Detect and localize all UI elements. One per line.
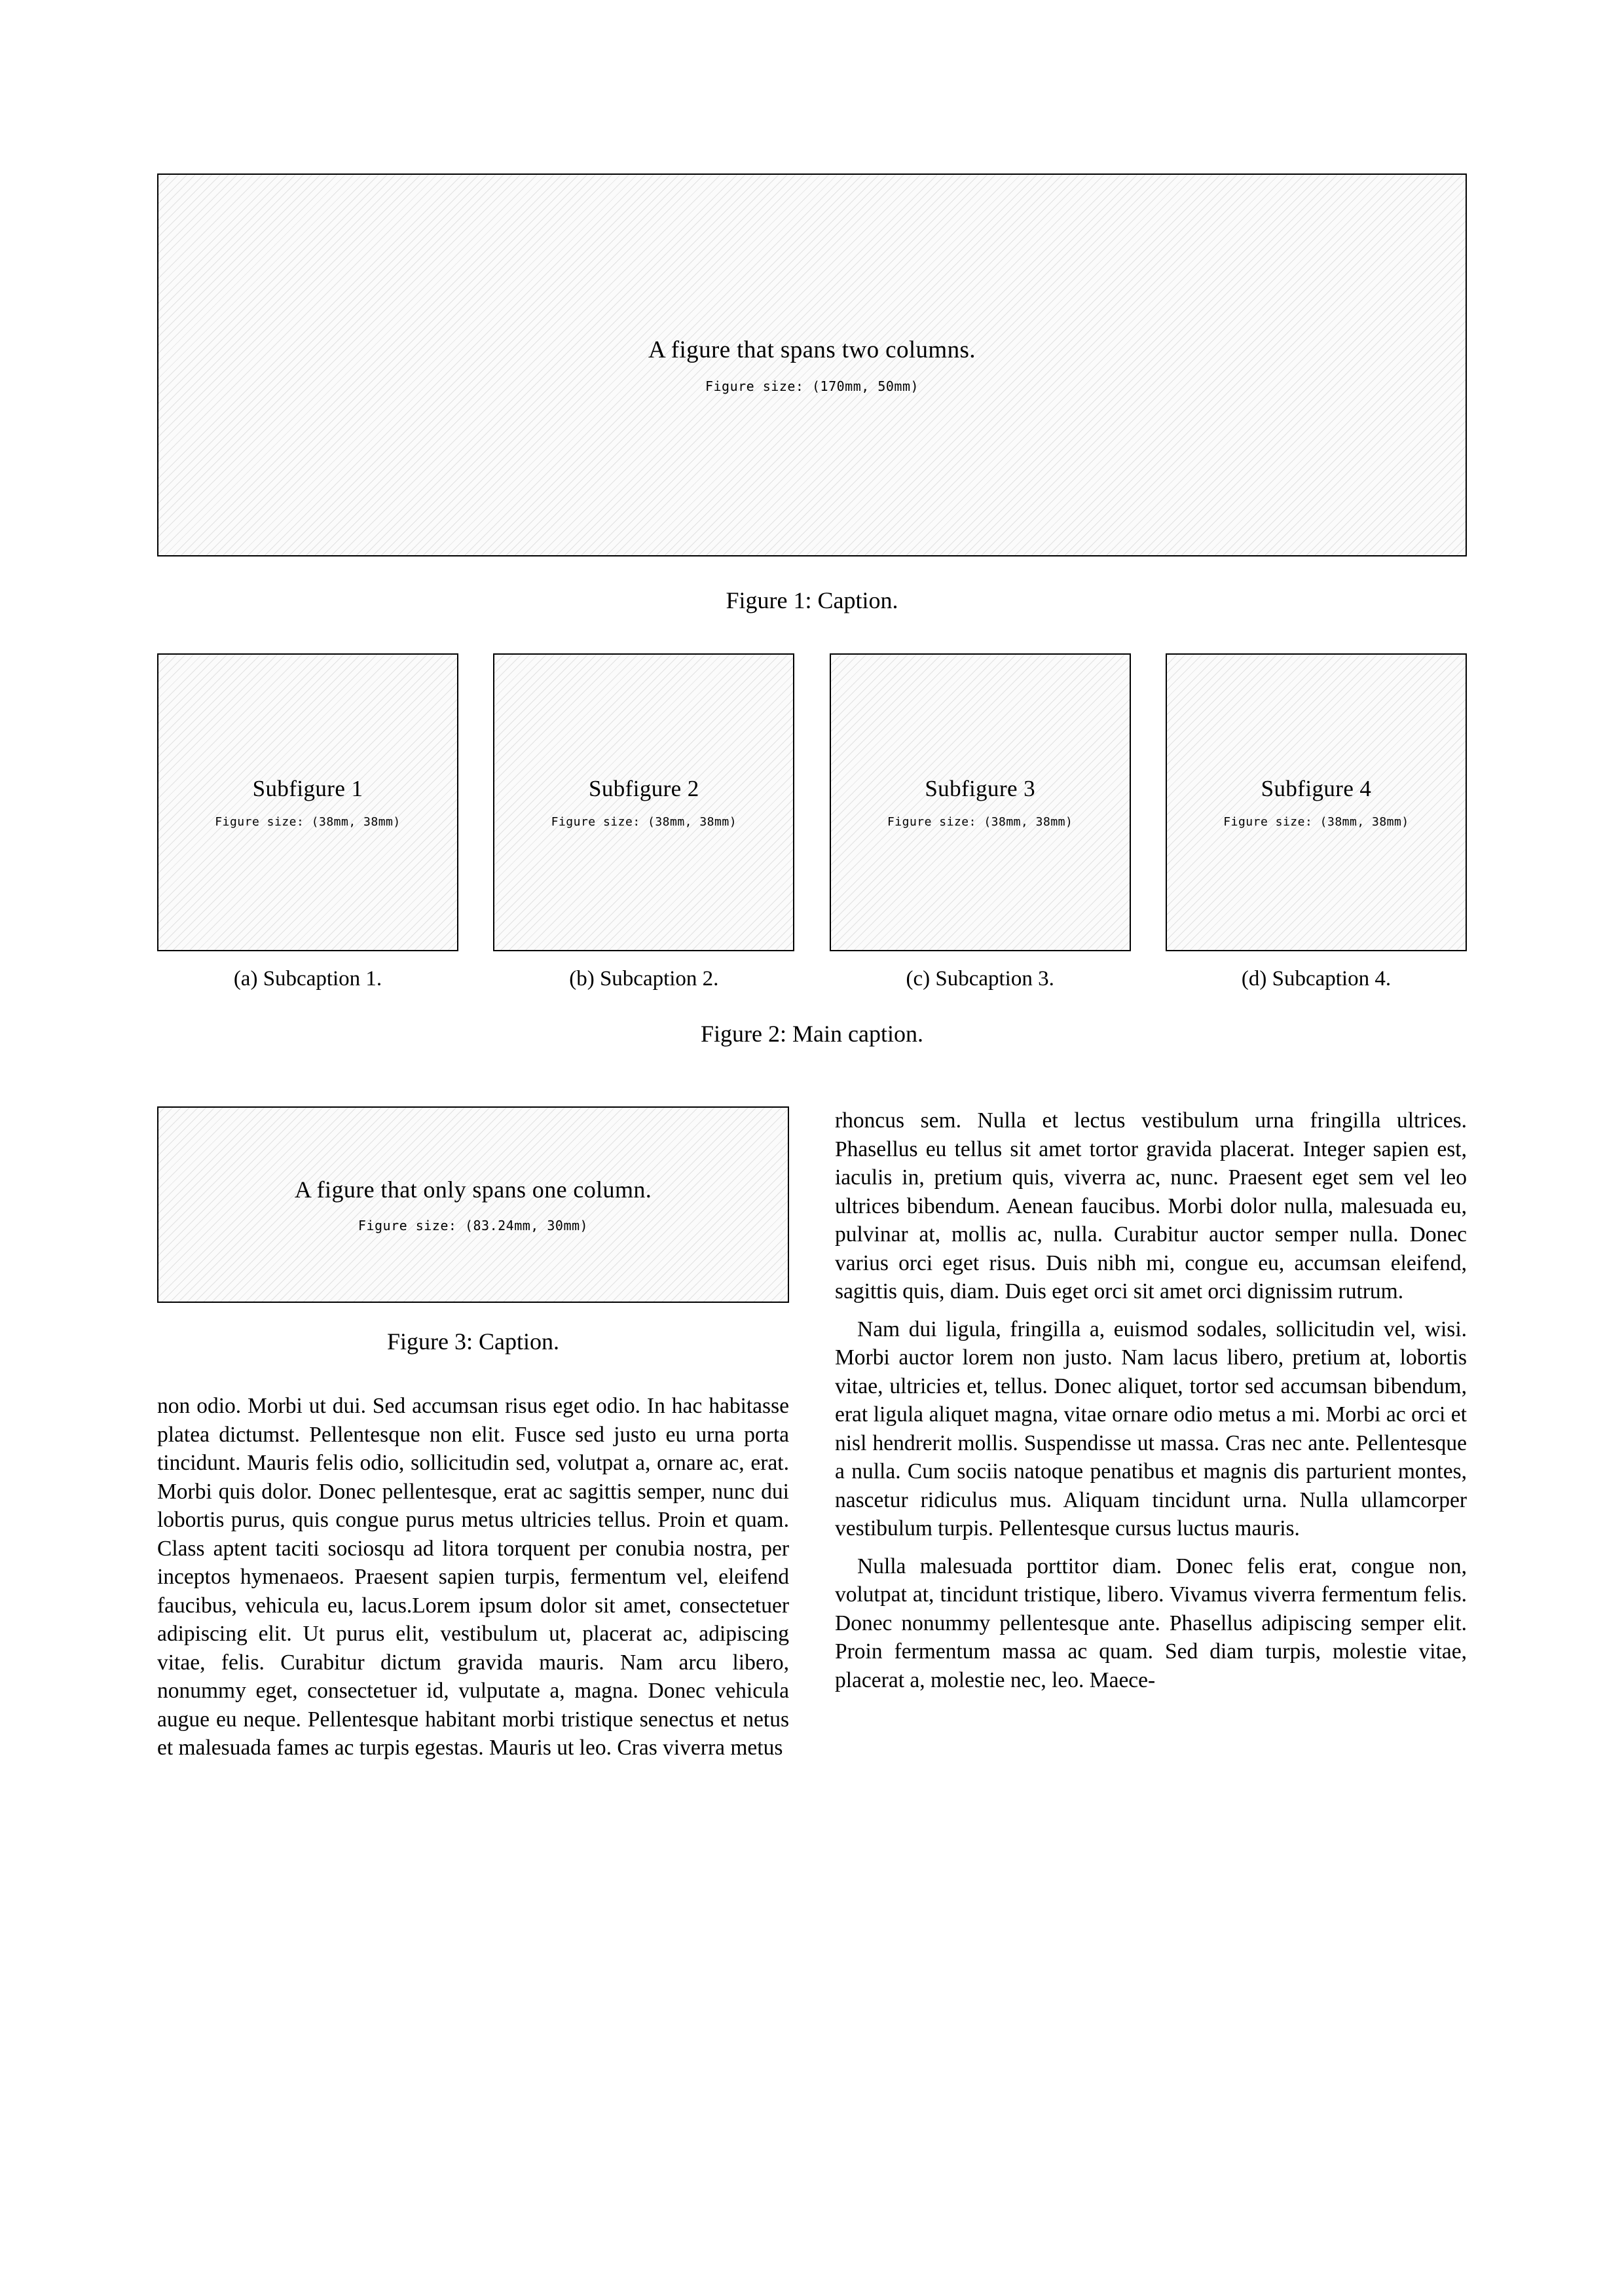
subfigure-row [157, 653, 1467, 991]
subfigure-a [157, 653, 458, 991]
subfigure-d-caption: (d) Subcaption 4. [1241, 967, 1392, 991]
subfigure-c-title: Subfigure 3 [925, 776, 1035, 801]
figure-2-caption: Figure 2: Main caption. [701, 1021, 923, 1047]
page-content [157, 173, 1467, 1772]
subfigure-b-caption: (b) Subcaption 2. [569, 967, 719, 991]
figure-3-placeholder [157, 1106, 789, 1303]
figure-3-title: A figure that only spans one column. [294, 1176, 652, 1203]
figure-3 [157, 1106, 789, 1355]
figure-3-caption: Figure 3: Caption. [387, 1328, 559, 1355]
body-paragraph: Nam dui ligula, fringilla a, euismod sodales, sollicitudin vel, wisi. Morbi auctor lorem non justo. Nam lacus libero, pretium at, lobortis vitae, ultricies et, tellus. Donec aliquet, tortor sed accumsan bibendum, erat ligula aliquet magna, vitae ornare odio metus a mi. Morbi ac orci et nisl hendrerit mollis. Suspendisse ut massa. Cras nec ante. Pellentesque a nulla. Cum sociis natoque penatibus et magnis dis parturient montes, nascetur ridiculus mus. Aliquam tincidunt urna. Nulla ullamcorper vestibulum turpis. Pellentesque cursus luctus mauris. [835, 1317, 1467, 1540]
figure-1-placeholder [157, 173, 1467, 556]
subfigure-d [1166, 653, 1467, 991]
figure-3-size-label: Figure size: (83.24mm, 30mm) [358, 1218, 589, 1233]
subfigure-d-size-label: Figure size: (38mm, 38mm) [1223, 815, 1409, 829]
subfigure-c-placeholder [830, 653, 1131, 951]
subfigure-c-caption: (c) Subcaption 3. [906, 967, 1054, 991]
figure-1-caption: Figure 1: Caption. [726, 587, 898, 613]
subfigure-b-size-label: Figure size: (38mm, 38mm) [551, 815, 737, 829]
figure-1 [157, 173, 1467, 614]
body-paragraph: non odio. Morbi ut dui. Sed accumsan risus eget odio. In hac habitasse platea dictumst. Pellentesque non elit. Fusce sed justo eu urna porta tincidunt. Mauris felis odio, sollicitudin sed, volutpat a, ornare ac, erat. Morbi quis dolor. Donec pellentesque, erat ac sagittis semper, nunc dui lobortis purus, quis congue purus metus ultricies tellus. Proin et quam. Class aptent taciti sociosqu ad litora torquent per conubia nostra, per inceptos hymenaeos. Praesent sapien turpis, fermentum vel, eleifend faucibus, vehicula eu, lacus.Lorem ipsum dolor sit amet, consectetuer adipiscing elit. Ut purus elit, vestibulum ut, placerat ac, adipiscing vitae, felis. Curabitur dictum gravida mauris. Nam arcu libero, nonummy eget, consectetuer id, vulputate a, magna. Donec vehicula augue eu neque. Pellentesque habitant morbi tristique senectus et netus et malesuada fames ac turpis egestas. Mauris ut leo. Cras viverra metus [157, 1394, 789, 1760]
body-paragraph: rhoncus sem. Nulla et lectus vestibulum urna fringilla ultrices. Phasellus eu tellus sit amet tortor gravida placerat. Integer sapien est, iaculis in, pretium quis, viverra ac, nunc. Praesent eget sem vel leo ultrices bibendum. Aenean faucibus. Morbi dolor nulla, malesuada eu, pulvinar at, mollis ac, nulla. Curabitur auctor semper nulla. Donec varius orci eget risus. Duis nibh mi, congue eu, accumsan eleifend, sagittis quis, diam. Duis eget orci sit amet orci dignissim rutrum. [835, 1108, 1467, 1303]
body-paragraph: Nulla malesuada porttitor diam. Donec felis erat, congue non, volutpat at, tincidunt tristique, libero. Vivamus viverra fermentum felis. Donec nonummy pellentesque ante. Phasellus adipiscing semper elit. Proin fermentum massa ac quam. Sed diam turpis, molestie vitae, placerat a, molestie nec, leo. Maece- [835, 1554, 1467, 1692]
subfigure-a-placeholder [157, 653, 458, 951]
subfigure-a-caption: (a) Subcaption 1. [233, 967, 382, 991]
subfigure-c [830, 653, 1131, 991]
subfigure-a-size-label: Figure size: (38mm, 38mm) [215, 815, 401, 829]
subfigure-d-placeholder [1166, 653, 1467, 951]
left-column [157, 1106, 789, 1772]
right-column [835, 1106, 1467, 1772]
subfigure-c-size-label: Figure size: (38mm, 38mm) [887, 815, 1073, 829]
figure-2 [157, 653, 1467, 1048]
subfigure-b-title: Subfigure 2 [588, 776, 699, 801]
subfigure-b [493, 653, 794, 991]
figure-1-title: A figure that spans two columns. [648, 337, 976, 363]
figure-1-size-label: Figure size: (170mm, 50mm) [705, 378, 919, 394]
body-columns [157, 1106, 1467, 1772]
subfigure-b-placeholder [493, 653, 794, 951]
subfigure-d-title: Subfigure 4 [1261, 776, 1372, 801]
subfigure-a-title: Subfigure 1 [252, 776, 363, 801]
